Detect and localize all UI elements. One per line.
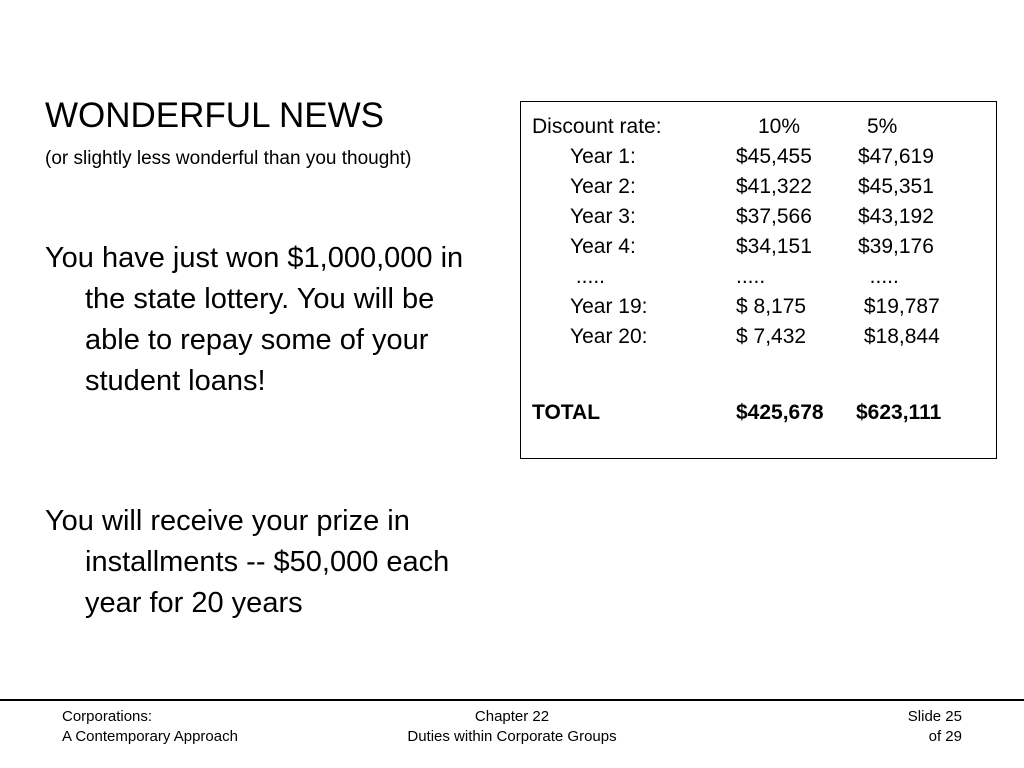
table-row <box>521 202 996 232</box>
row-value-5: ..... <box>858 265 899 288</box>
row-value-5: $47,619 <box>858 145 934 168</box>
discount-table <box>520 101 997 459</box>
body-paragraph-lottery: You have just won $1,000,000 in the state lottery. You will be able to repay some of your student loans! <box>45 242 464 397</box>
footer-right-line2: of 29 <box>928 728 962 745</box>
row-value-5: $19,787 <box>858 295 940 318</box>
row-label: Year 2: <box>570 175 636 198</box>
table-header-row <box>521 112 996 142</box>
table-row <box>521 142 996 172</box>
row-value-10: $37,566 <box>736 205 812 228</box>
total-value-5: $623,111 <box>856 401 942 424</box>
total-value-10: $425,678 <box>736 401 824 424</box>
row-value-10: $45,455 <box>736 145 812 168</box>
row-label: Year 4: <box>570 235 636 258</box>
row-value-10: $ 8,175 <box>736 295 807 318</box>
slide-title: WONDERFUL NEWS <box>45 96 384 135</box>
table-row <box>521 322 996 352</box>
total-label: TOTAL <box>532 401 601 424</box>
footer-chapter <box>362 707 662 747</box>
rate-5-header: 5% <box>867 115 898 138</box>
footer-right-line1: Slide 25 <box>907 708 962 725</box>
row-value-5: $39,176 <box>858 235 934 258</box>
table-row <box>521 172 996 202</box>
body-paragraph-installments: You will receive your prize in installments -- $50,000 each year for 20 years <box>45 505 450 619</box>
row-label: Year 19: <box>570 295 648 318</box>
row-label: Year 1: <box>570 145 636 168</box>
row-value-5: $45,351 <box>858 175 934 198</box>
rate-10-header: 10% <box>758 115 801 138</box>
footer-slide-number <box>908 707 962 747</box>
table-row <box>521 262 996 292</box>
row-value-5: $43,192 <box>858 205 934 228</box>
footer-center-line2: Duties within Corporate Groups <box>407 728 617 745</box>
footer-center-line1: Chapter 22 <box>474 708 550 725</box>
footer-left-line2: A Contemporary Approach <box>62 728 238 745</box>
row-label: Year 3: <box>570 205 636 228</box>
row-value-10: $41,322 <box>736 175 812 198</box>
table-row <box>521 292 996 322</box>
footer-book-title <box>62 707 238 747</box>
row-label: Year 20: <box>570 325 648 348</box>
discount-rate-label: Discount rate: <box>532 115 662 138</box>
table-total-row <box>521 398 996 428</box>
row-value-10: $34,151 <box>736 235 812 258</box>
row-label: ..... <box>570 265 606 288</box>
table-row <box>521 232 996 262</box>
row-value-10: $ 7,432 <box>736 325 807 348</box>
footer-divider <box>0 699 1024 701</box>
row-value-5: $18,844 <box>858 325 940 348</box>
footer-left-line1: Corporations: <box>62 708 153 725</box>
row-value-10: ..... <box>736 265 766 288</box>
slide-subtitle: (or slightly less wonderful than you thought) <box>45 148 412 169</box>
